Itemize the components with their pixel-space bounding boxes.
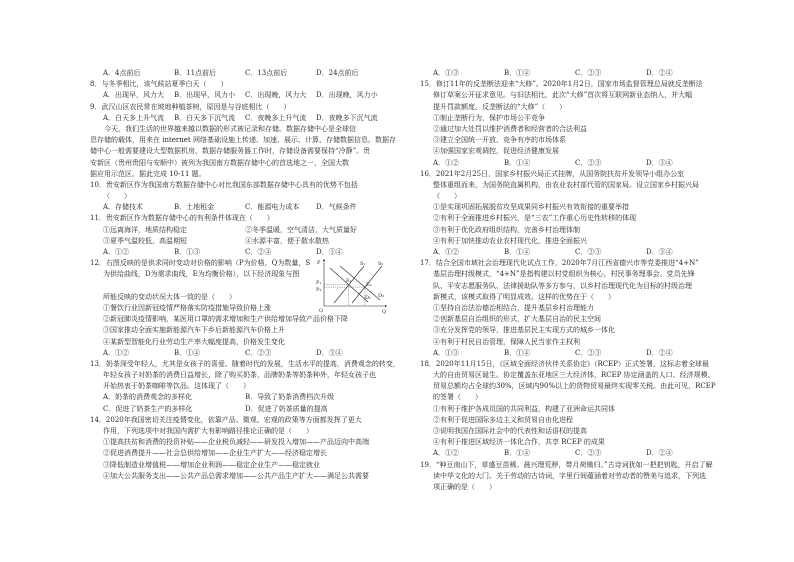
q13-option-c: C．促进了奶茶生产的多样化 bbox=[103, 404, 193, 413]
q15-options bbox=[420, 158, 710, 169]
q17-stem-cont: 新模式，该模式取得了明显成效。这样的优势在于（ ） bbox=[433, 292, 615, 301]
q15-stem: 15．修订11年的反垄断法迎来“大修”。2020年1月2日，国家市场监督管理总局就反垄断法 bbox=[420, 80, 703, 89]
q13-stem-cont: 开始热衷于奶茶咖啡等饮品。这体现了（ ） bbox=[103, 382, 250, 391]
q14-option-c: C．②③ bbox=[575, 69, 602, 77]
q11-choice-1: ①远离海洋，地质结构稳定 bbox=[103, 225, 187, 234]
q7-option-b: B．11点前后 bbox=[174, 69, 217, 77]
q12-options bbox=[90, 348, 388, 359]
q9-option-c: C．夜晚多上升气流 bbox=[245, 113, 307, 122]
q7-options bbox=[90, 68, 388, 79]
equilibrium-1-label: E₁ bbox=[346, 278, 352, 284]
equilibrium-1-guide bbox=[324, 285, 349, 306]
q11-choice-2: ②冬季温暖，空气清洁，大气质量好 bbox=[245, 225, 357, 234]
q17-choice-4: ④有利于村民自治管理，保障人民当家作主权利 bbox=[433, 337, 580, 346]
q17-choice-3: ③充分发挥党的领导，推进基层民主实现方式的城乡一体化 bbox=[433, 326, 615, 335]
q16-choice-4: ④有利于加快推动农业农村现代化，推进全面振兴 bbox=[433, 236, 587, 245]
demand-2-label: D₂ bbox=[378, 293, 385, 299]
q13-stem-cont: 年轻女孩子对奶茶的消费日益增长，除了购买奶茶，品牌奶茶等奶茶种外，年轻女孩子也 bbox=[103, 371, 376, 380]
q13-option-a: A．奶茶的消费观念的多样化 bbox=[103, 393, 193, 402]
q17-stem-cont: 基层治理村级模式，“4+N”是指构建以村党组织为核心，村民事务理事会、党员先锋 bbox=[433, 270, 695, 279]
q14-choice-4: ④加大公共服务支出——公共产品总需求增加——公共产品生产扩大——满足公共需要 bbox=[103, 471, 369, 480]
q13-stem: 13．奶茶深受年轻人，尤其是女孩子的喜爱。随着时代的发展，生活水平的提高，消费观念的转变， bbox=[90, 359, 400, 368]
right-column bbox=[420, 68, 716, 493]
q13-option-d: D．促进了奶茶质量的提高 bbox=[245, 404, 328, 413]
q11-option-c: C．②④ bbox=[245, 248, 272, 256]
q9-option-a: A．白天多上升气流 bbox=[103, 113, 165, 122]
passage-line: 安新区（贵州贵阳与安顺中）被列为我国南方数据存储中心的首选地之一，全国大数 bbox=[90, 158, 349, 167]
q12-supply-demand-figure bbox=[316, 258, 388, 314]
q12-option-d: D．③④ bbox=[316, 348, 343, 357]
q7-option-c: C．13点前后 bbox=[245, 69, 288, 77]
q15-option-a: A．①② bbox=[433, 158, 460, 167]
q16-stem-cont: （ ） bbox=[433, 192, 461, 201]
q11-choice-3: ③夏季气温较低，高温期短 bbox=[103, 236, 187, 245]
q17-option-c: C．②③ bbox=[575, 348, 602, 357]
q9-option-d: D．夜晚多下沉气流 bbox=[316, 113, 378, 122]
q10-option-c: C．能源电力成本 bbox=[245, 203, 300, 212]
q11-option-b: B．①③ bbox=[174, 248, 201, 256]
q16-choice-2: ②有利于全面推进乡村振兴，是“三农”工作重心历史性转移的体现 bbox=[433, 214, 637, 223]
q16-option-d: D．③④ bbox=[646, 248, 673, 256]
q19-stem-cont: 项正确的是（ ） bbox=[433, 482, 496, 491]
q11-option-d: D．③④ bbox=[316, 248, 343, 256]
q13-option-b: B．导致了奶茶消费档次升级 bbox=[245, 393, 335, 402]
q10-option-a: A．存储技术 bbox=[103, 203, 144, 212]
q12-option-a: A．①② bbox=[103, 348, 130, 357]
q15-option-c: C．②③ bbox=[575, 158, 602, 167]
q16-choice-3: ③有利于优化政府组织结构，完善乡村治理体制 bbox=[433, 225, 580, 234]
passage-line: 储中心一般需要建设大型数据机房，数据存储服务器工作时，存储设备需要保持“冷静”。贵 bbox=[90, 147, 371, 156]
supply-2-label: S₂ bbox=[378, 261, 384, 267]
q10-option-d: D．气候条件 bbox=[316, 203, 357, 212]
q18-option-b: B．①④ bbox=[504, 449, 531, 458]
equilibrium-2-label: E₂ bbox=[366, 282, 372, 288]
quantity-axis-label: Q bbox=[382, 309, 387, 314]
q9-stem: 9．武汉山区农民常在坡地种植茶树，原因是与谷底相比（ ） bbox=[90, 102, 291, 111]
q12-choice-4: ④某新型智能化行业劳动生产率大幅度提高，价格发生变化 bbox=[103, 337, 285, 346]
q8-option-d: D．出现晚，风力小 bbox=[316, 91, 378, 100]
q10-stem-cont: （ ） bbox=[103, 192, 131, 201]
q15-choice-3: ③建立全国统一开放、竞争有序的市场体系 bbox=[433, 136, 566, 145]
q17-options bbox=[420, 348, 710, 359]
q16-stem-cont: 整体重组而来，为国务院直属机构，由农业农村部代管的国家局。设立国家乡村振兴局 bbox=[433, 180, 699, 189]
q12-stem-cont: 所能反映的变动状况大体一致的是（ ） bbox=[103, 292, 236, 301]
q17-option-d: D．②④ bbox=[646, 348, 673, 357]
q14-option-d: D．②④ bbox=[646, 69, 673, 77]
q10-options bbox=[90, 202, 388, 213]
q12-option-b: B．①④ bbox=[174, 348, 201, 357]
q8-stem: 8．与冬季相比，该气候站夏季白天（ ） bbox=[90, 80, 228, 89]
q16-options bbox=[420, 247, 710, 258]
supply-1-label: S₁ bbox=[360, 261, 366, 267]
q7-option-a: A．4点前后 bbox=[103, 69, 141, 77]
q8-option-c: C．出现晚，风力大 bbox=[245, 91, 307, 100]
q8-option-a: A．出现早，风力大 bbox=[103, 91, 165, 100]
q8-option-b: B．出现早，风力小 bbox=[174, 91, 236, 100]
q17-option-a: A．①③ bbox=[433, 348, 460, 357]
q18-choice-1: ①有利于维护各成员国的共同利益，构建了亚洲命运共同体 bbox=[433, 404, 615, 413]
q18-choice-4: ④有利于推进区域经济一体化合作，共享 RCEP 的成果 bbox=[433, 438, 605, 447]
q11-choice-4: ④水源丰富，便于散水散热 bbox=[245, 236, 329, 245]
q14-options bbox=[420, 68, 710, 79]
q15-choice-4: ④加强国家宏观调控，促进经济健康发展 bbox=[433, 147, 559, 156]
demand-1-label: D₁ bbox=[365, 295, 372, 301]
q18-choice-3: ③说明我国在国际社会中的代表性和话语权的提高 bbox=[433, 427, 587, 435]
q8-options bbox=[90, 90, 388, 101]
q17-option-b: B．①④ bbox=[504, 348, 531, 357]
q12-stem-cont: 为供给曲线，D为需求曲线，E为均衡价格），以下经济现象与图 bbox=[103, 270, 300, 279]
q19-stem: 19．“种豆南山下，草盛豆苗稀。晨兴理荒秽，带月荷锄归。”古诗词犹如一把把钥匙，开启了解 bbox=[420, 460, 713, 469]
q16-stem: 16．2021年2月25日，国家乡村振兴局正式挂牌，从国务院扶贫开发领导小组办公室 bbox=[420, 169, 685, 178]
q12-stem: 12．右图反映的是供求同时变动对价格的影响（P为价格，Q为数量，S bbox=[90, 259, 311, 268]
q14-option-a: A．①③ bbox=[433, 69, 460, 77]
q11-choices-row bbox=[90, 236, 388, 247]
q17-choice-1: ①坚持自治法治德治相结合，提升基层乡村治理能力 bbox=[433, 303, 594, 312]
q14-choice-3: ③降低制造业增值税——增加企业利润——稳定企业生产——稳定就业 bbox=[103, 460, 320, 469]
q12-choice-3: ③国家推动全面实施新能源汽车下乡后新能源汽车价格上升 bbox=[103, 326, 285, 335]
q7-option-d: D．24点前后 bbox=[316, 69, 359, 77]
q14-stem-cont: 作用，下列选项中对我国内需扩大有影响路径推论正确的是（ ） bbox=[103, 427, 313, 435]
price-axis-label: P bbox=[317, 260, 321, 266]
q12-choice-2: ②新冠肺炎疫情影响，某医用口罩的需求增加和生产供给增加导致产品价格下降 bbox=[103, 315, 348, 324]
q14-stem: 14．2020年我国密切关注疫情变化，依靠产品、微观、宏观的政策等方面都发挥了更大 bbox=[90, 415, 362, 424]
q11-option-a: A．①② bbox=[103, 248, 130, 256]
q18-options bbox=[420, 448, 710, 459]
q15-option-d: D．③④ bbox=[646, 158, 673, 167]
q18-stem-cont: 大的自由贸易区诞生。协定覆盖东亚地区三大经济体，RCEP 协定涵盖的人口、经济规模、 bbox=[433, 371, 715, 380]
q11-choices-row bbox=[90, 225, 388, 236]
q18-stem-cont: 的签署（ ） bbox=[433, 393, 482, 402]
q17-stem: 17．结合全国市域社会治理现代化试点工作，2020年7月江西省德兴市等党委推进“4+N” bbox=[420, 259, 699, 268]
q17-choice-2: ②创新基层自治组织的形式，扩大基层自治的民主空间 bbox=[433, 315, 601, 324]
q16-option-b: B．①④ bbox=[504, 248, 531, 256]
q18-option-d: D．②④ bbox=[646, 449, 673, 458]
q11-options bbox=[90, 247, 388, 258]
q19-stem-cont: 读中华文化的大门。关于劳动的古诗词，字里行间蕴涵着对劳动者的赞美与追求，下列选 bbox=[433, 471, 706, 480]
q9-option-b: B．白天多下沉气流 bbox=[174, 113, 236, 122]
q18-option-c: C．②③ bbox=[575, 449, 602, 458]
price-2-label: P₂ bbox=[316, 287, 322, 293]
q15-option-b: B．①④ bbox=[504, 158, 531, 167]
passage-line: 今天，我们生活的世界越来越以数据的形式被记录和存储。数据存储中心是全球信 bbox=[104, 124, 356, 133]
q18-stem-cont: 贸易总额均占全球约30%，区域内90%以上的货物贸易最终实现零关税。由此可见，RCEP bbox=[433, 382, 716, 391]
left-column bbox=[90, 68, 400, 482]
q14-option-b: B．①④ bbox=[504, 69, 531, 77]
passage-line: 息存储的载体，用来在 internet 网络基础设施上传递、加速、展示、计算、存储数据信息。数据存 bbox=[90, 136, 396, 145]
price-1-label: P₁ bbox=[316, 280, 322, 286]
q12-option-c: C．②③ bbox=[245, 348, 272, 357]
q15-stem-cont: 修订草案公开征求意见。与旧法相比，此次“大修”首次将互联网新业态纳入，并大幅 bbox=[433, 91, 693, 100]
q10-option-b: B．土地租金 bbox=[174, 203, 215, 212]
q15-choice-1: ①制止垄断行为，保护市场公平竞争 bbox=[433, 113, 545, 122]
q15-choice-2: ②通过加大处罚以维护消费者和经营者的合法利益 bbox=[433, 124, 587, 133]
q13-options-row bbox=[90, 392, 388, 403]
origin-label: O bbox=[319, 308, 324, 314]
q16-option-c: C．②③ bbox=[575, 248, 602, 256]
q9-options bbox=[90, 113, 388, 124]
q16-option-a: A．①② bbox=[433, 248, 460, 256]
q15-stem-cont: 提升罚款额度。反垄断法的“大修”（ ） bbox=[433, 102, 567, 111]
q18-option-a: A．①② bbox=[433, 449, 460, 458]
q16-choice-1: ①是实现巩固拓展脱贫攻坚成果同乡村振兴有效衔接的重要举措 bbox=[433, 203, 629, 212]
q10-stem: 10．贵安新区作为我国南方数据存储中心对比我国东部数据存储中心具有的优势不包括 bbox=[90, 180, 358, 189]
passage-line: 据应用示范区。据此完成 10-11 题。 bbox=[90, 169, 206, 178]
q11-stem: 11．贵安新区作为数据存储中心的有利条件体现在（ ） bbox=[90, 214, 274, 223]
q12-choice-1: ①餐饮行业因新冠疫情严格落实防疫措施导致价格上涨 bbox=[103, 303, 271, 312]
q14-choice-2: ②促进消费提升——社会总供给增加——企业生产扩大——经济稳定增长 bbox=[103, 449, 327, 458]
q13-options-row bbox=[90, 404, 388, 415]
q18-stem: 18．2020年11月15日，《区域全面经济伙伴关系协定》（RCEP）正式签署，这标志着全球最 bbox=[420, 359, 709, 368]
q18-choice-2: ②有利于促进国际多边主义和贸易自由化进程 bbox=[433, 415, 573, 424]
q17-stem-cont: 队、平安志愿服务队、法律援助队等多方参与，以乡村治理现代化为目标的村级治理 bbox=[433, 281, 692, 290]
q14-choice-1: ①提高扶贫和消费的投资补贴——企业税负减轻——研发投入增加——产品迈向中高端 bbox=[103, 438, 369, 447]
